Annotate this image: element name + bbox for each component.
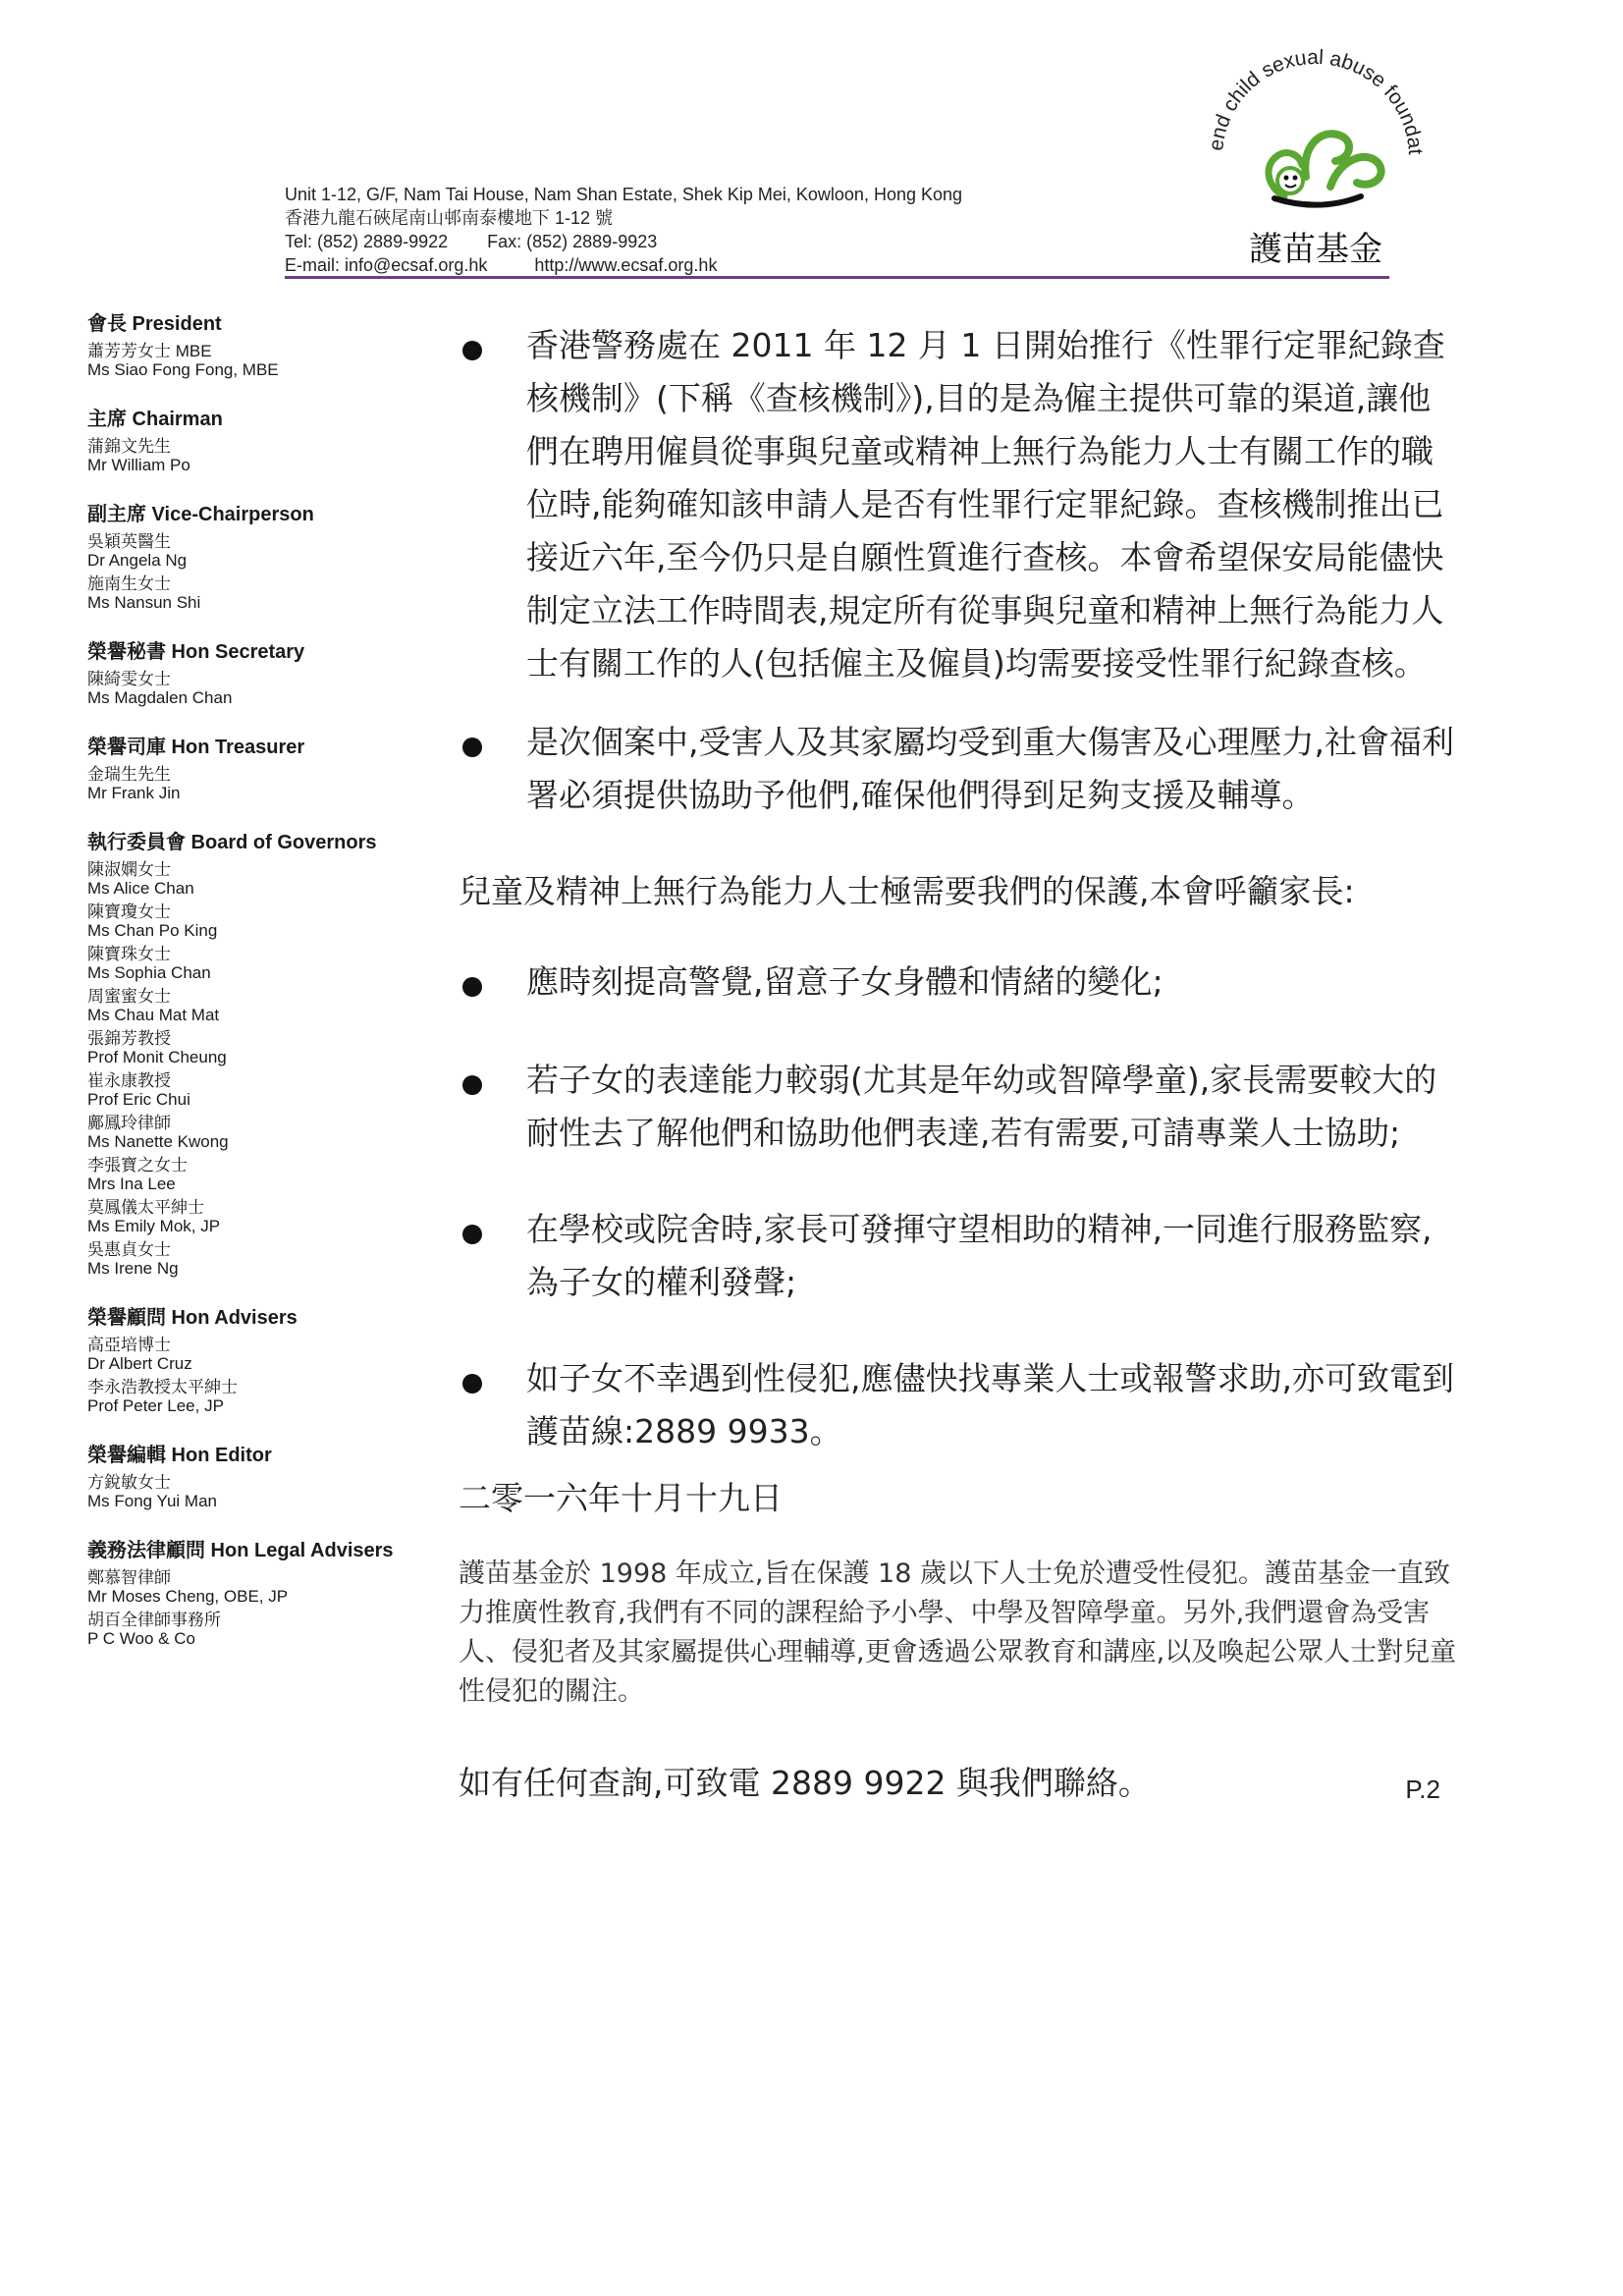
logo-arc-textpath: end child sexual abuse foundat — [1205, 45, 1427, 156]
officer-group — [87, 503, 441, 613]
officer-group — [87, 408, 441, 475]
officer-name-en: Prof Peter Lee, JP — [87, 1396, 224, 1415]
contact-line — [459, 1757, 1460, 1810]
officer-member — [87, 1114, 441, 1152]
header-divider — [285, 276, 1389, 279]
officer-name-zh: 方銳敏女士 — [87, 1473, 171, 1492]
officer-member — [87, 574, 441, 613]
bullet-paragraph — [459, 1352, 1460, 1458]
bullet-paragraph — [459, 956, 1460, 1009]
officer-group — [87, 640, 441, 708]
officer-name-zh: 陳寶瓊女士 — [87, 902, 171, 921]
officer-name-en: Dr Albert Cruz — [87, 1354, 192, 1373]
letter-date: 二零一六年十月十九日 — [459, 1479, 783, 1517]
website-url: http://www.ecsaf.org.hk — [534, 255, 718, 275]
foundation-logo — [1168, 39, 1463, 275]
officer-role-title: 義務法律顧問 Hon Legal Advisers — [87, 1540, 394, 1561]
officer-name-zh: 李永浩教授太平紳士 — [87, 1378, 238, 1396]
bullet-text: 在學校或院舍時,家長可發揮守望相助的精神,一同進行服務監察,為子女的權利發聲; — [526, 1210, 1433, 1301]
phone-fax-row — [285, 230, 962, 253]
officer-name-zh: 周蜜蜜女士 — [87, 987, 171, 1006]
bullet-paragraph — [459, 1054, 1460, 1160]
bullet-text: 如子女不幸遇到性侵犯,應儘快找專業人士或報警求助,亦可致電到護苗線:2889 9933。 — [526, 1359, 1454, 1450]
officer-name-en: Ms Nanette Kwong — [87, 1132, 229, 1151]
officer-member — [87, 1071, 441, 1110]
bullet-icon — [462, 1374, 482, 1394]
officer-name-en: Ms Emily Mok, JP — [87, 1217, 221, 1235]
logo-graphic — [1168, 39, 1463, 275]
address-zh: 香港九龍石硤尾南山邨南泰樓地下 1-12 號 — [285, 208, 614, 228]
officers-sidebar — [87, 312, 441, 1676]
bullet-icon — [462, 738, 482, 757]
officer-name-en: Mrs Ina Lee — [87, 1175, 176, 1193]
officer-name-en: Ms Fong Yui Man — [87, 1492, 217, 1510]
officer-member — [87, 1473, 441, 1511]
officer-role-title: 主席 Chairman — [87, 409, 223, 430]
logo-bird-icon — [1269, 134, 1381, 204]
officer-member — [87, 902, 441, 941]
address-block — [285, 183, 962, 277]
officer-name-zh: 高亞培博士 — [87, 1336, 171, 1354]
bullet-icon — [462, 977, 482, 997]
bullet-icon — [462, 1075, 482, 1095]
officer-name-zh: 金瑞生先生 — [87, 765, 171, 784]
officer-role-title: 榮譽司庫 Hon Treasurer — [87, 737, 305, 758]
officer-name-zh: 吳穎英醫生 — [87, 532, 171, 551]
officer-member — [87, 1378, 441, 1416]
bullet-paragraph — [459, 319, 1460, 690]
officer-name-zh: 蒲錦文先生 — [87, 437, 171, 456]
bullet-text: 應時刻提高警覺,留意子女身體和情緒的變化; — [526, 962, 1163, 1001]
officer-member — [87, 1611, 441, 1649]
address-en: Unit 1-12, G/F, Nam Tai House, Nam Shan Estate, Shek Kip Mei, Kowloon, Hong Kong — [285, 185, 963, 204]
contact-text: 如有任何查詢,可致電 2889 9922 與我們聯絡。 — [459, 1764, 1151, 1802]
officer-name-en: Ms Sophia Chan — [87, 963, 211, 982]
officer-role-title: 執行委員會 Board of Governors — [87, 832, 377, 853]
officer-group — [87, 312, 441, 380]
officer-name-en: Ms Alice Chan — [87, 879, 194, 898]
officer-name-zh: 鄺鳳玲律師 — [87, 1114, 171, 1132]
officer-member — [87, 1198, 441, 1236]
officer-name-en: Ms Chan Po King — [87, 921, 218, 940]
bullet-paragraph — [459, 1203, 1460, 1309]
officer-role-title: 會長 President — [87, 313, 222, 335]
officer-role-title: 榮譽顧問 Hon Advisers — [87, 1307, 298, 1329]
bullet-text: 若子女的表達能力較弱(尤其是年幼或智障學童),家長需要較大的耐性去了解他們和協助他們表達,若有需要,可請專業人士協助; — [526, 1061, 1437, 1152]
officer-name-en: Prof Eric Chui — [87, 1090, 190, 1109]
officer-member — [87, 765, 441, 803]
officer-member — [87, 945, 441, 983]
officer-name-zh: 李張寶之女士 — [87, 1156, 188, 1175]
officer-name-en: Mr Frank Jin — [87, 784, 181, 802]
bullet-text: 是次個案中,受害人及其家屬均受到重大傷害及心理壓力,社會福利署必須提供協助予他們,確保他們得到足夠支援及輔導。 — [526, 723, 1454, 814]
officer-name-zh: 胡百全律師事務所 — [87, 1611, 221, 1629]
officer-role-title: 副主席 Vice-Chairperson — [87, 504, 314, 525]
officer-member — [87, 1029, 441, 1067]
officer-member — [87, 1568, 441, 1607]
page-number: P.2 — [1405, 1775, 1440, 1804]
officer-name-en: Ms Irene Ng — [87, 1259, 179, 1278]
officer-name-zh: 陳綺雯女士 — [87, 670, 171, 688]
officer-name-en: Ms Nansun Shi — [87, 593, 201, 612]
officer-member — [87, 532, 441, 571]
officer-group — [87, 736, 441, 803]
officer-name-en: Dr Angela Ng — [87, 551, 188, 570]
officer-name-zh: 施南生女士 — [87, 574, 171, 593]
logo-arc-text — [1168, 39, 1427, 155]
officer-name-en: Ms Magdalen Chan — [87, 688, 233, 707]
officer-name-zh: 崔永康教授 — [87, 1071, 171, 1090]
officer-group — [87, 1306, 441, 1416]
bullet-paragraph — [459, 716, 1460, 822]
officer-member — [87, 1336, 441, 1374]
officer-name-en: Ms Siao Fong Fong, MBE — [87, 360, 279, 379]
letter-body — [459, 319, 1460, 1810]
email-address: E-mail: info@ecsaf.org.hk — [285, 255, 488, 275]
officer-member — [87, 437, 441, 475]
officer-name-zh: 蕭芳芳女士 MBE — [87, 342, 212, 360]
officer-name-zh: 張錦芳教授 — [87, 1029, 171, 1048]
officer-role-title: 榮譽秘書 Hon Secretary — [87, 641, 305, 663]
officer-name-en: Prof Monit Cheung — [87, 1048, 227, 1066]
bullet-icon — [462, 1225, 482, 1244]
phone-number: Tel: (852) 2889-9922 — [285, 232, 449, 251]
officer-member — [87, 860, 441, 899]
officer-group — [87, 1444, 441, 1511]
officer-name-en: P C Woo & Co — [87, 1629, 195, 1648]
officer-name-en: Mr Moses Cheng, OBE, JP — [87, 1587, 289, 1606]
officer-name-zh: 吳惠貞女士 — [87, 1240, 171, 1259]
bullet-icon — [462, 341, 482, 360]
officer-group — [87, 1539, 441, 1649]
officer-member — [87, 670, 441, 708]
officer-member — [87, 1240, 441, 1279]
officer-name-zh: 陳淑嫻女士 — [87, 860, 171, 879]
email-web-row — [285, 253, 962, 277]
bullet-text: 香港警務處在 2011 年 12 月 1 日開始推行《性罪行定罪紀錄查核機制》(下稱《查核機制》),目的是為僱主提供可靠的渠道,讓他們在聘用僱員從事與兒童或精神上無行為能力人士有關工作的職位時,能夠確知該申請人是否有性罪行定罪紀錄。查核機制推出已接近六年,至今仍只是自願性質進行查核。本會希望保安局能儘快制定立法工作時間表,規定所有從事與兒童和精神上無行為能力人士有關工作的人(包括僱主及僱員)均需要接受性罪行紀錄查核。 — [526, 326, 1445, 683]
officer-name-zh: 陳寶珠女士 — [87, 945, 171, 963]
appeal-paragraph: 兒童及精神上無行為能力人士極需要我們的保護,本會呼籲家長: — [459, 872, 1355, 910]
logo-chinese-name: 護苗基金 — [1249, 230, 1382, 269]
officer-name-zh: 鄭慕智律師 — [87, 1568, 171, 1587]
about-foundation: 護苗基金於 1998 年成立,旨在保護 18 歲以下人士免於遭受性侵犯。護苗基金一直致力推廣性教育,我們有不同的課程給予小學、中學及智障學童。另外,我們還會為受害人、侵犯者及其家屬提供心理輔導,更會透過公眾教育和講座,以及喚起公眾人士對兒童性侵犯的關注。 — [459, 1558, 1457, 1707]
officer-member — [87, 987, 441, 1025]
officer-member — [87, 342, 441, 380]
officer-member — [87, 1156, 441, 1194]
officer-name-en: Ms Chau Mat Mat — [87, 1006, 220, 1024]
officer-group — [87, 831, 441, 1279]
officer-name-en: Mr William Po — [87, 456, 190, 474]
officer-name-zh: 莫鳳儀太平紳士 — [87, 1198, 204, 1217]
fax-number: Fax: (852) 2889-9923 — [487, 232, 658, 251]
officer-role-title: 榮譽編輯 Hon Editor — [87, 1445, 272, 1466]
